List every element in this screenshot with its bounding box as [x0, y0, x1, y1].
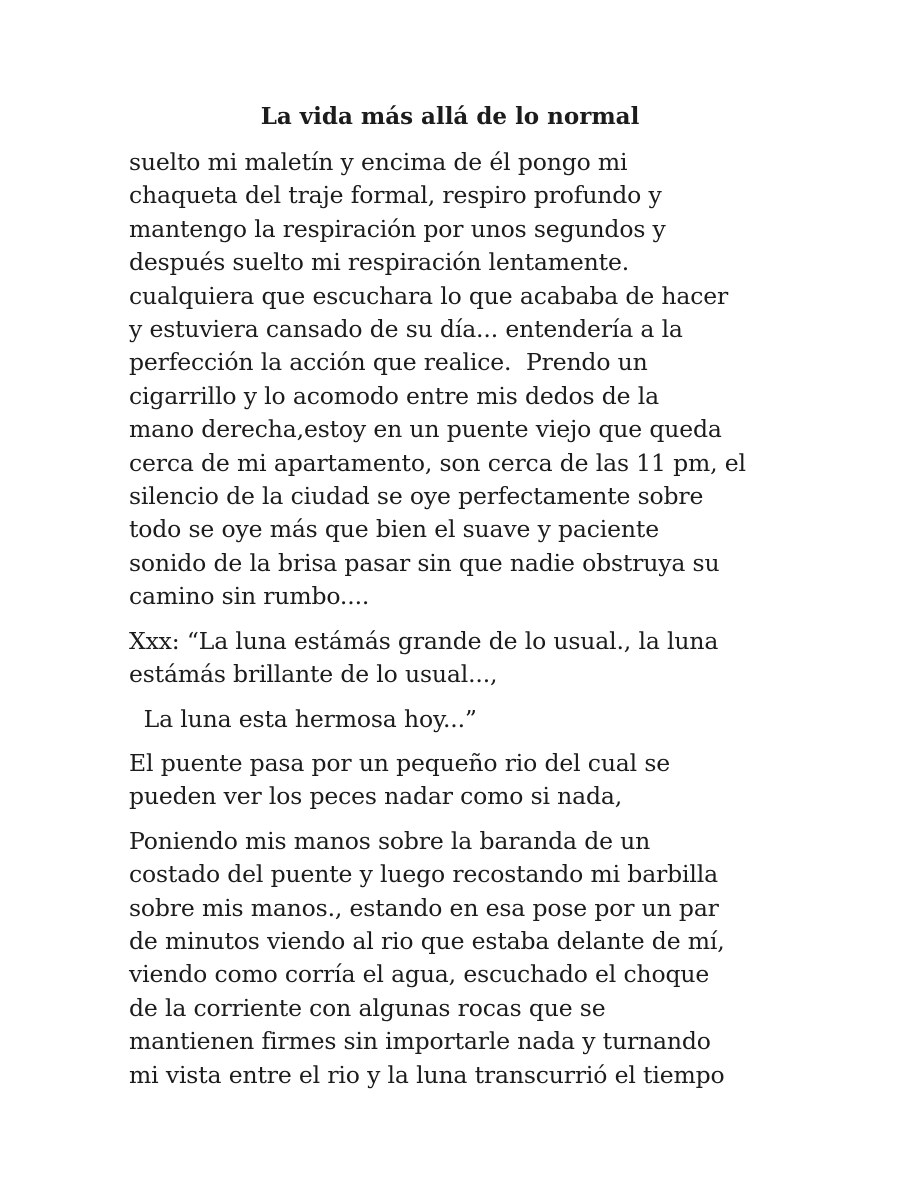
- text-line: perfección la acción que realice. Prendo un: [129, 348, 648, 377]
- paragraph-2: [129, 625, 789, 692]
- text-line: camino sin rumbo....: [129, 582, 370, 611]
- text-line: mano derecha,estoy en un puente viejo que queda: [129, 415, 722, 444]
- document-body: [129, 146, 789, 1103]
- text-line: Poniendo mis manos sobre la baranda de un: [129, 826, 651, 855]
- text-line: mantengo la respiración por unos segundos y: [129, 214, 666, 243]
- text-line: estámás brillante de lo usual...,: [129, 660, 498, 689]
- paragraph-4: [129, 747, 789, 814]
- text-line: después suelto mi respiración lentamente.: [129, 248, 630, 277]
- text-line: suelto mi maletín y encima de él pongo mi: [129, 148, 628, 176]
- text-line: sonido de la brisa pasar sin que nadie obstruya su: [129, 548, 720, 577]
- text-line: chaqueta del traje formal, respiro profundo y: [129, 181, 662, 210]
- text-line: cerca de mi apartamento, son cerca de las 11 pm, el: [129, 448, 746, 477]
- text-line: silencio de la ciudad se oye perfectamente sobre: [129, 482, 704, 511]
- text-line: y estuviera cansado de su día... entendería a la: [129, 315, 683, 344]
- text-line: Xxx: “La luna estámás grande de lo usual., la luna: [129, 626, 719, 655]
- document-title: La vida más allá de lo normal: [260, 103, 640, 130]
- text-line: La luna esta hermosa hoy...”: [129, 704, 477, 733]
- text-line: pueden ver los peces nadar como si nada,: [129, 782, 623, 811]
- text-line: de la corriente con algunas rocas que se: [129, 993, 606, 1022]
- text-line: mi vista entre el rio y la luna transcurrió el tiempo: [129, 1060, 725, 1089]
- text-line: sobre mis manos., estando en esa pose por un par: [129, 893, 719, 922]
- text-line: costado del puente y luego recostando mi barbilla: [129, 860, 718, 889]
- text-line: de minutos viendo al rio que estaba delante de mí,: [129, 926, 725, 955]
- text-line: todo se oye más que bien el suave y paciente: [129, 515, 659, 544]
- text-line: mantienen firmes sin importarle nada y turnando: [129, 1027, 711, 1056]
- text-line: viendo como corría el agua, escuchado el choque: [129, 960, 710, 989]
- text-line: El puente pasa por un pequeño rio del cual se: [129, 748, 671, 777]
- text-line: cigarrillo y lo acomodo entre mis dedos de la: [129, 381, 659, 410]
- paragraph-5: [129, 825, 789, 1092]
- paragraph-1: [129, 146, 789, 614]
- text-line: cualquiera que escuchara lo que acababa de hacer: [129, 281, 729, 310]
- paragraph-3: [129, 703, 789, 736]
